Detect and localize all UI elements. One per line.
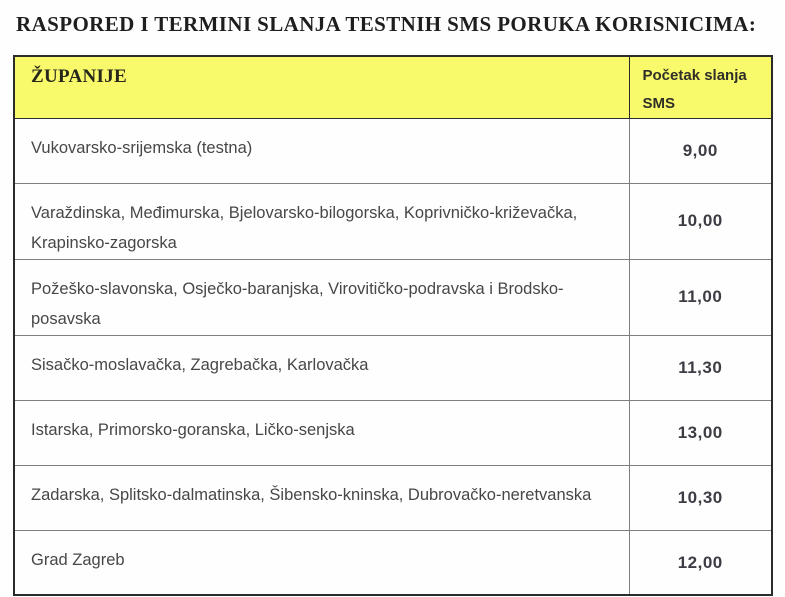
table-row bbox=[14, 259, 772, 335]
time-cell: 11,00 bbox=[629, 259, 772, 335]
time-cell: 13,00 bbox=[629, 400, 772, 465]
time-cell: 10,00 bbox=[629, 183, 772, 259]
table-body bbox=[14, 118, 772, 595]
column-header-zupanije: ŽUPANIJE bbox=[14, 56, 629, 118]
table-header bbox=[14, 56, 772, 118]
zupanije-cell: Požeško-slavonska, Osječko-baranjska, Virovitičko-podravska i Brodsko-posavska bbox=[14, 259, 629, 335]
zupanije-cell: Sisačko-moslavačka, Zagrebačka, Karlovačka bbox=[14, 335, 629, 400]
table-row bbox=[14, 530, 772, 595]
table-row bbox=[14, 465, 772, 530]
zupanije-cell: Vukovarsko-srijemska (testna) bbox=[14, 118, 629, 183]
time-cell: 12,00 bbox=[629, 530, 772, 595]
time-cell: 10,30 bbox=[629, 465, 772, 530]
time-cell: 11,30 bbox=[629, 335, 772, 400]
table-row bbox=[14, 400, 772, 465]
table-row bbox=[14, 335, 772, 400]
zupanije-cell: Grad Zagreb bbox=[14, 530, 629, 595]
column-header-pocetak-slanja-sms: Početak slanja SMS bbox=[629, 56, 772, 118]
sms-schedule-table bbox=[13, 55, 773, 596]
time-cell: 9,00 bbox=[629, 118, 772, 183]
table-row bbox=[14, 118, 772, 183]
page-title: RASPORED I TERMINI SLANJA TESTNIH SMS PORUKA KORISNICIMA: bbox=[16, 12, 757, 36]
header-row bbox=[14, 56, 772, 118]
zupanije-cell: Varaždinska, Međimurska, Bjelovarsko-bilogorska, Koprivničko-križevačka, Krapinsko-zagorska bbox=[14, 183, 629, 259]
table-row bbox=[14, 183, 772, 259]
zupanije-cell: Istarska, Primorsko-goranska, Ličko-senjska bbox=[14, 400, 629, 465]
zupanije-cell: Zadarska, Splitsko-dalmatinska, Šibensko-kninska, Dubrovačko-neretvanska bbox=[14, 465, 629, 530]
